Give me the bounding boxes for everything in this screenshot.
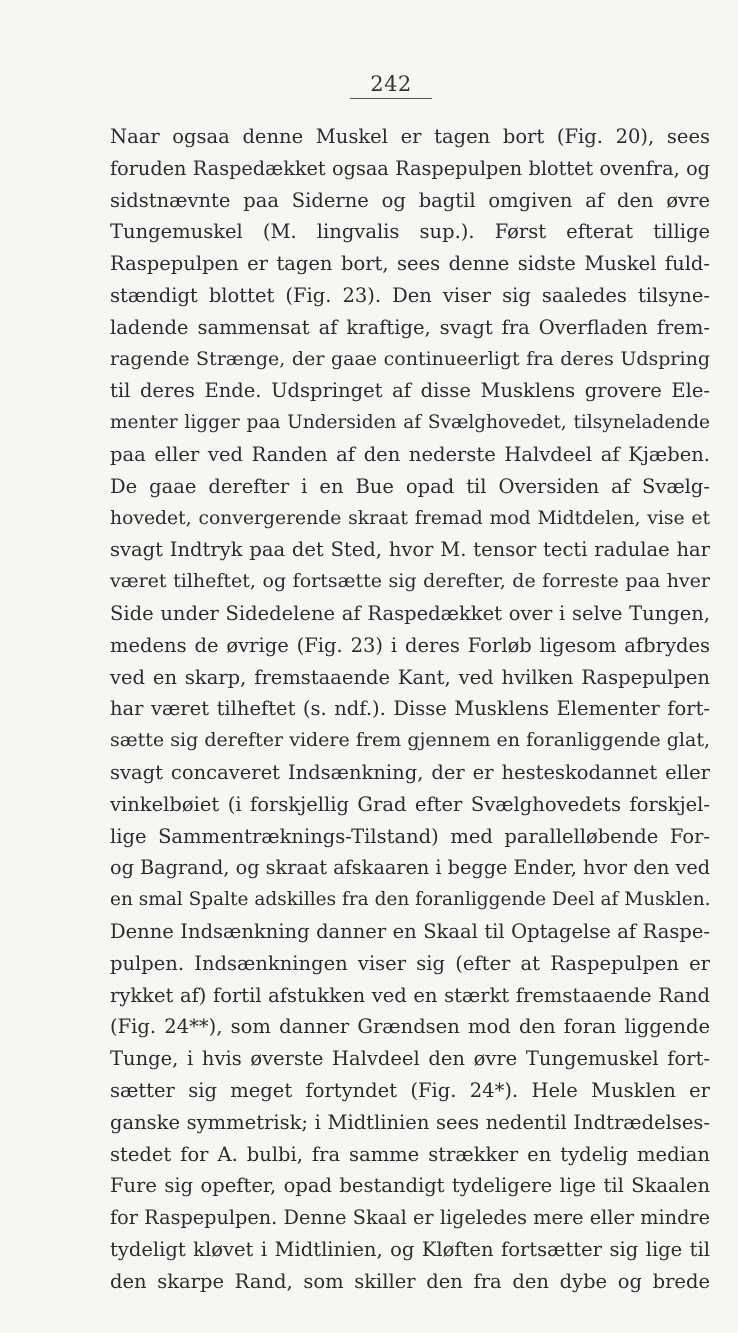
text-line: sidstnævnte paa Siderne og bagtil omgiven af den øvre <box>110 188 710 212</box>
text-line: hovedet, convergerende skraat fremad mod Midtdelen, vise et <box>110 507 710 529</box>
text-line: Fure sig opefter, opad bestandigt tydeligere lige til Skaalen <box>110 1174 710 1198</box>
text-line: stændigt blottet (Fig. 23). Den viser sig saaledes tilsyne- <box>110 283 710 307</box>
text-line: ganske symmetrisk; i Midtlinien sees nedentil Indtrædelses- <box>110 1110 710 1134</box>
text-line: den skarpe Rand, som skiller den fra den dybe og brede <box>110 1269 710 1293</box>
text-line: foruden Raspedækket ogsaa Raspepulpen blottet ovenfra, og <box>110 156 710 180</box>
text-line: stedet for A. bulbi, fra samme strækker en tydelig median <box>110 1142 710 1166</box>
text-line: sætter sig meget fortyndet (Fig. 24*). Hele Musklen er <box>110 1078 710 1102</box>
text-line: Tungemuskel (M. lingvalis sup.). Først efterat tillige <box>110 220 710 244</box>
text-line: rykket af) fortil afstukken ved en stærkt fremstaaende Rand <box>110 983 710 1007</box>
text-line: Naar ogsaa denne Muskel er tagen bort (Fig. 20), sees <box>110 125 710 148</box>
text-line: lige Sammentræknings-Tilstand) med parallelløbende For- <box>110 824 710 848</box>
text-line: De gaae derefter i en Bue opad til Oversiden af Svælg- <box>110 474 710 498</box>
text-line: ved en skarp, fremstaaende Kant, ved hvilken Raspepulpen <box>110 665 710 689</box>
text-line: tydeligt kløvet i Midtlinien, og Kløften fortsætter sig lige til <box>110 1237 710 1261</box>
text-line: svagt Indtryk paa det Sted, hvor M. tensor tecti radulae har <box>110 538 710 562</box>
text-line: Denne Indsænkning danner en Skaal til Optagelse af Raspe- <box>110 919 710 943</box>
text-line: paa eller ved Randen af den nederste Halvdeel af Kjæben. <box>110 442 710 466</box>
text-line: til deres Ende. Udspringet af disse Musklens grovere Ele- <box>110 379 710 403</box>
text-line: (Fig. 24**), som danner Grændsen mod den foran liggende <box>110 1015 710 1039</box>
text-line: pulpen. Indsænkningen viser sig (efter at Raspepulpen er <box>110 951 710 975</box>
body-text <box>110 121 710 1297</box>
text-line: ladende sammensat af kraftige, svagt fra Overfladen frem- <box>110 315 710 339</box>
text-line: og Bagrand, og skraat afskaaren i begge Ender, hvor den ved <box>110 856 711 880</box>
text-line: Side under Sidedelene af Raspedækket over i selve Tungen, <box>110 601 710 625</box>
text-line: medens de øvrige (Fig. 23) i deres Forløb ligesom afbrydes <box>110 633 710 657</box>
text-line: været tilheftet, og fortsætte sig derefter, de forreste paa hver <box>110 570 710 593</box>
text-line: menter ligger paa Undersiden af Svælghovedet, tilsyneladende <box>110 412 710 434</box>
page-number: 242 <box>350 71 432 99</box>
text-line: en smal Spalte adskilles fra den foranliggende Deel af Musklen. <box>110 889 711 911</box>
text-line: svagt concaveret Indsænkning, der er hesteskodannet eller <box>110 760 710 784</box>
text-line: sætte sig derefter videre frem gjennem en foranliggende glat, <box>110 729 710 752</box>
text-line: for Raspepulpen. Denne Skaal er ligeledes mere eller mindre <box>110 1206 710 1230</box>
text-line: Raspepulpen er tagen bort, sees denne sidste Muskel fuld- <box>110 252 710 276</box>
text-line: har været tilheftet (s. ndf.). Disse Musklens Elementer fort- <box>110 697 710 721</box>
text-line: Tunge, i hvis øverste Halvdeel den øvre Tungemuskel fort- <box>110 1047 710 1071</box>
text-line: vinkelbøiet (i forskjellig Grad efter Svælghovedets forskjel- <box>110 792 710 816</box>
text-line: ragende Strænge, der gaae continueerligt fra deres Udspring <box>110 347 710 370</box>
